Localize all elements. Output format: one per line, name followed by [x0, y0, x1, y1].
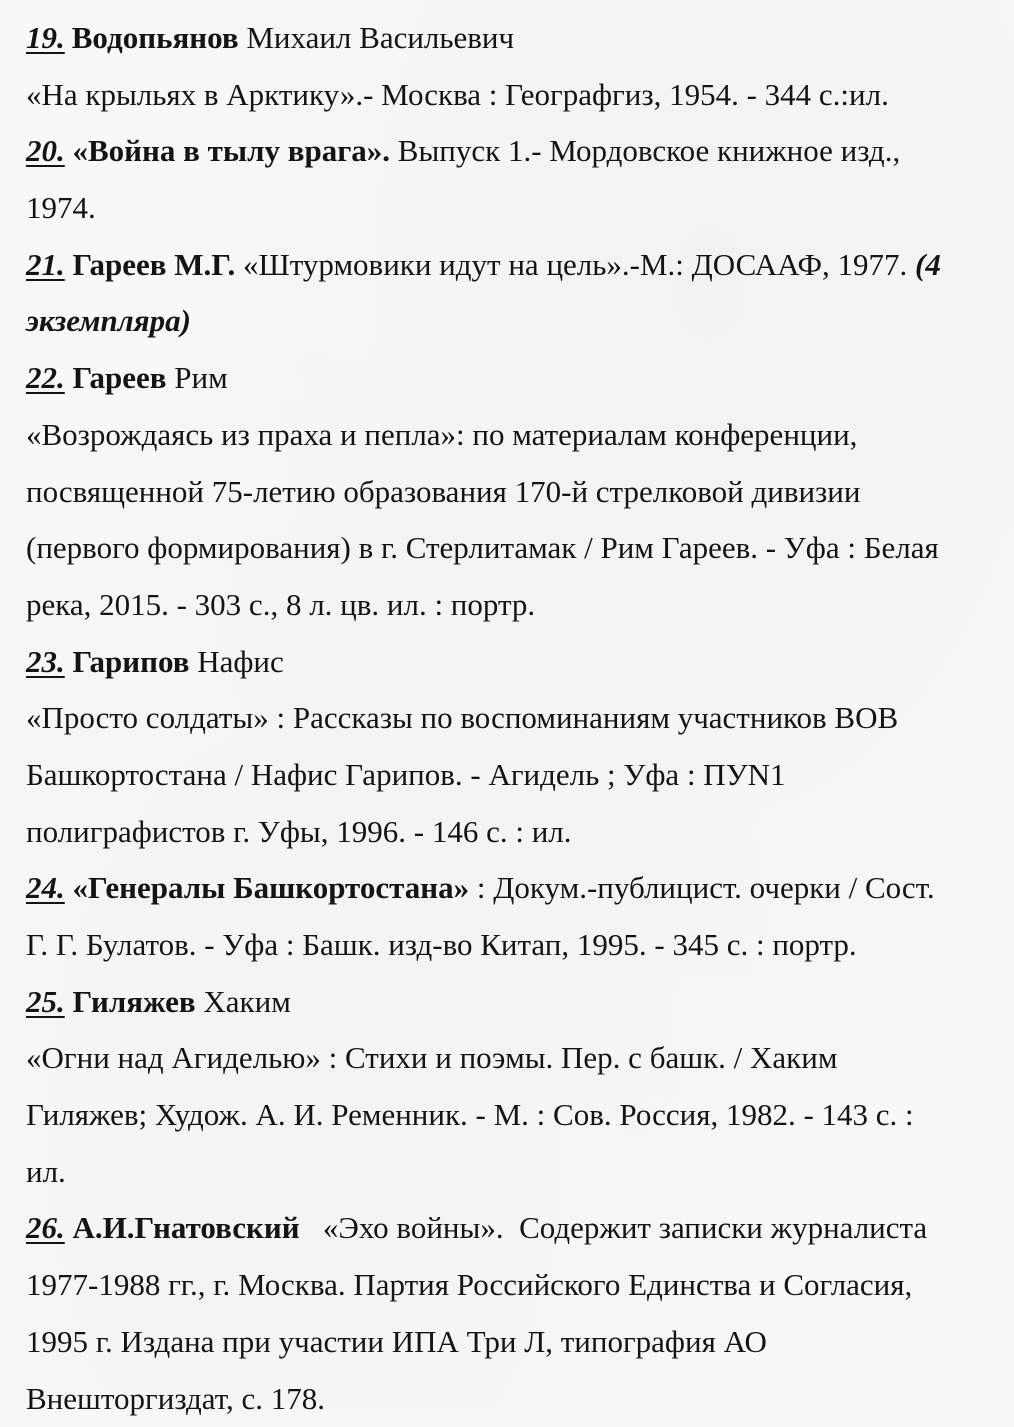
- entry-22-heading: [26, 350, 984, 407]
- entry-23-line: «Просто солдаты» : Рассказы по воспоминаниям участников ВОВ: [26, 690, 984, 747]
- entry-title: «Генералы Башкортостана»: [65, 870, 469, 905]
- entry-details: Выпуск 1.- Мордовское книжное изд.,: [390, 133, 900, 168]
- entry-number: 23.: [26, 644, 65, 679]
- entry-22-line: (первого формирования) в г. Стерлитамак / Рим Гареев. - Уфа : Белая: [26, 520, 984, 577]
- entry-26-line: 1995 г. Издана при участии ИПА Три Л, типография АО: [26, 1314, 984, 1371]
- entry-23-heading: [26, 634, 984, 691]
- entry-details: «Эхо войны». Содержит записки журналиста: [300, 1210, 928, 1245]
- entry-author: Гареев М.Г.: [65, 247, 236, 282]
- entry-number: 22.: [26, 360, 65, 395]
- entry-24-line: Г. Г. Булатов. - Уфа : Башк. изд-во Китап, 1995. - 345 с. : портр.: [26, 917, 984, 974]
- entry-21-heading: [26, 237, 984, 294]
- entry-25-line: «Огни над Агиделью» : Стихи и поэмы. Пер. с башк. / Хаким: [26, 1030, 984, 1087]
- entry-20-heading: [26, 123, 984, 180]
- entry-26-line: Внешторгиздат, с. 178.: [26, 1371, 984, 1427]
- entry-21-note-line: экземпляра): [26, 293, 984, 350]
- entry-author-surname: Гареев: [65, 360, 167, 395]
- entry-22-line: река, 2015. - 303 с., 8 л. цв. ил. : портр.: [26, 577, 984, 634]
- entry-number: 26.: [26, 1210, 65, 1245]
- entry-20-line: 1974.: [26, 180, 984, 237]
- entry-25-line: Гиляжев; Худож. А. И. Ременник. - М. : Сов. Россия, 1982. - 143 с. :: [26, 1087, 984, 1144]
- entry-22-line: посвященной 75-летию образования 170-й стрелковой дивизии: [26, 464, 984, 521]
- entry-25-heading: [26, 974, 984, 1031]
- entry-author-name: Михаил Васильевич: [239, 20, 515, 55]
- entry-24-heading: [26, 860, 984, 917]
- entry-19-line: «На крыльях в Арктику».- Москва : Географгиз, 1954. - 344 с.:ил.: [26, 67, 984, 124]
- entry-title: «Война в тылу врага».: [65, 133, 390, 168]
- entry-number: 21.: [26, 247, 65, 282]
- entry-22-line: «Возрождаясь из праха и пепла»: по материалам конференции,: [26, 407, 984, 464]
- entry-26-line: 1977-1988 гг., г. Москва. Партия Российского Единства и Согласия,: [26, 1257, 984, 1314]
- entry-author-name: Хаким: [196, 984, 291, 1019]
- entry-26-heading: [26, 1200, 984, 1257]
- entry-copies-note: (4: [915, 247, 941, 282]
- entry-author-surname: Водопьянов: [72, 20, 239, 55]
- entry-number: 25.: [26, 984, 65, 1019]
- entry-details: : Докум.-публицист. очерки / Сост.: [469, 870, 935, 905]
- entry-19-heading: [26, 10, 984, 67]
- entry-number: 20.: [26, 133, 65, 168]
- entry-23-line: полиграфистов г. Уфы, 1996. - 146 с. : ил.: [26, 804, 984, 861]
- entry-author-name: Рим: [167, 360, 228, 395]
- entry-number: 19.: [26, 20, 65, 55]
- entry-25-line: ил.: [26, 1144, 984, 1201]
- entry-author: А.И.Гнатовский: [65, 1210, 300, 1245]
- entry-author-surname: Гиляжев: [65, 984, 196, 1019]
- entry-23-line: Башкортостана / Нафис Гарипов. - Агидель ; Уфа : ПУN1: [26, 747, 984, 804]
- entry-number: 24.: [26, 870, 65, 905]
- entry-author-surname: Гарипов: [65, 644, 190, 679]
- entry-details: «Штурмовики идут на цель».-М.: ДОСААФ, 1977.: [235, 247, 915, 282]
- entry-author-name: Нафис: [189, 644, 283, 679]
